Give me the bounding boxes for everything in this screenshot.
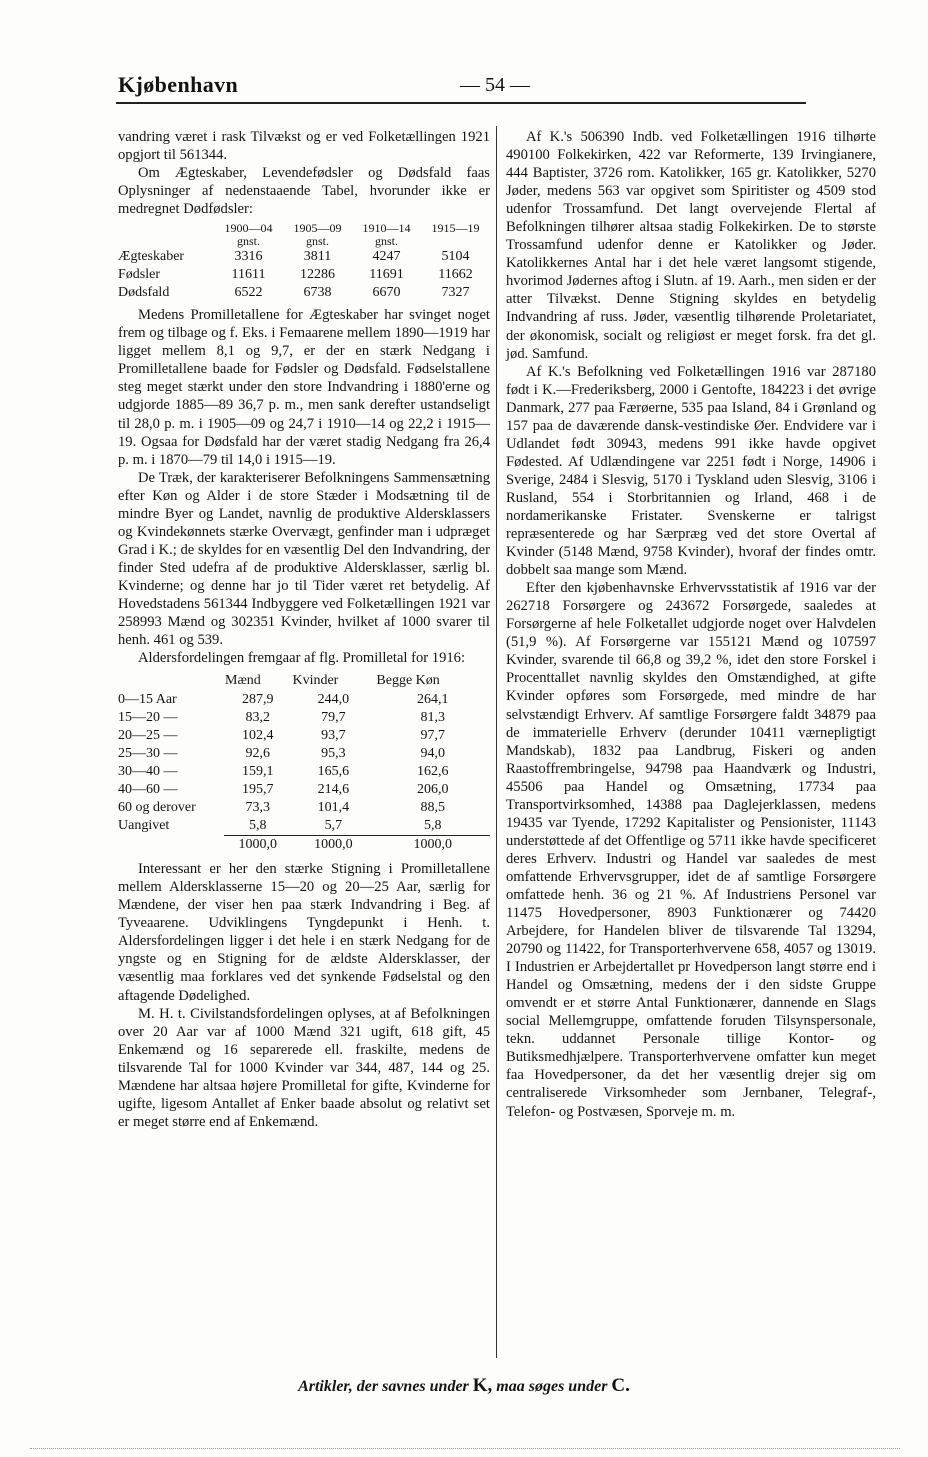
column-header: 1915—19	[431, 221, 480, 236]
table-cell: 214,6	[317, 782, 350, 798]
column-header: 1905—09	[293, 221, 342, 236]
column-header: 1900—04	[224, 221, 273, 236]
paragraph: Interessant er her den stærke Stigning i Promilletallene mellem Aldersklasserne 15—20 og 20—25 Aar, særlig for Mændene, der viser hen paa stærk Indvandring i Beg. af Tyveaarene. Udviklingens Tyngdepunkt i Henh. t. Aldersfordelingen ligger i det hele i en stærk Nedgang for de yngste og en Stigning for de ældste Aldersklasser, der væsentlig maa forklares ved det synkende Fødselstal og den aftagende Dødelighed.	[118, 861, 490, 1004]
vital-statistics-table	[118, 222, 490, 302]
table-cell: 6670	[372, 285, 401, 301]
paragraph: De Træk, der karakteriserer Befolkningens Sammensætning efter Køn og Alder i de store Stæder i Modsætning til de mindre Byer og Landet, navnlig de produktive Aldersklassers og Kvindekønnets stærke Overvægt, genfinder man i udpræget Grad i K.; de skyldes for en væsentlig Del den Indvandring, der finder Sted udefra af de produktive Aldersklasser, særlig bl. Kvinderne; og denne har jo til Tider været ret betydelig. Af Hovedstadens 561344 Indbyggere ved Folketællingen 1921 var 258993 Mænd og 302351 Kvinder, hvilket af 1000 svarer til henh. 461 og 539.	[118, 469, 490, 649]
row-label: Uangivet	[118, 818, 170, 834]
total-cell: 1000,0	[291, 836, 375, 855]
table-cell: 6522	[234, 285, 263, 301]
row-label: 0—15 Aar	[118, 692, 177, 708]
table-cell: 81,3	[420, 710, 445, 726]
table-row	[118, 781, 490, 799]
footer-letter-c: C.	[611, 1375, 630, 1396]
paragraph: vandring været i rask Tilvækst og er ved Folketællingen 1921 opgjort til 561344.	[118, 129, 490, 164]
table-cell: 5,7	[324, 818, 343, 834]
table-cell: 79,7	[321, 710, 346, 726]
table-row	[118, 248, 490, 266]
table-cell: 5,8	[423, 818, 442, 834]
table-cell: 88,5	[420, 800, 445, 816]
paragraph: Efter den kjøbenhavnske Erhvervsstatistik af 1916 var der 262718 Forsørgere og 243672 Forsørgede, saaledes at Forsørgerne af hele Folketallet udgjorde noget over Halvdelen (51,9 %). Af Forsørgerne var 155121 Mænd og 107597 Kvinder, svarende til 66,8 og 39,2 %, idet den store Forskel i Procenttallet navnlig skyldes den Omstændighed, at gifte Kvinder opføres som Forsørgede, med mindre de har selvstændigt Erhverv. Af samtlige Forsørgere faldt 34879 paa de immaterielle Erhverv (derunder 10411 værnepligtigt Mandskab), 1832 paa Landbrug, Fiskeri og anden Raastoffrembringelse, 94798 paa Haandværk og Industri, 45506 paa Handel og Omsætning, 17734 paa Transportvirksomhed, 14388 paa Daglejerklassen, medens 19435 var Tyende, 17292 Kapitalister og Pensionister, 11143 understøttede af det Offentlige og 5711 ikke havde specificeret deres Erhverv. Industri og Handel var saaledes de mest omfattende Erhvervsgrupper, idet de af samtlige Forsørgere omfattede henh. 36 og 21 %. Af Industriens Personel var 11475 Hovedpersoner, 8903 Funktionærer og 74420 Arbejdere, for Handelen bliver de tilsvarende Tal 13294, 20790 og 11422, for Transporterhvervene 658, 4057 og 13019. I Industrien er Arbejdertallet pr Hovedperson langt større end i Handel og Omsætning, medens der i den sidste Gruppe omvendt er et større Antal Funktionærer, dannende en Slags social Mellemgruppe, omfattende foruden Tilsynspersonale, tekn. uddannet Personale tillige Kontor- og Butiksmedhjælpere. Transporterhvervene omfatter kun meget faa Hovedpersoner, da det her væsentlig drejer sig om centraliserede Virksomheder som Jernbaner, Telegraf-, Telefon- og Postvæsen, Sporveje m. m.	[506, 580, 876, 1120]
bottom-edge-mark	[30, 1448, 900, 1449]
table-row	[118, 727, 490, 745]
paragraph: Medens Promilletallene for Ægteskaber har svinget noget frem og tilbage og f. Eks. i Femaarene mellem 1890—1919 har ligget mellem 8,1 og 9,7, er der en stærk Nedgang i Promilletallene baade for Fødsler og Dødsfald. Fødselstallene steg meget stærkt under den store Indvandring i 1880'erne og udgjorde 1885—89 36,7 p. m., men sank derefter ustandseligt til 28,0 p. m. i 1905—09 og 24,7 i 1910—14 og 22,2 i 1915—19. Ogsaa for Dødsfald har der været stadig Nedgang fra 26,4 p. m. i 1870—79 til 14,0 i 1915—19.	[118, 307, 490, 468]
column-header: Kvinder	[292, 673, 339, 689]
table-row	[118, 799, 490, 817]
table-cell: 11611	[231, 267, 266, 283]
row-label: 30—40 —	[118, 764, 178, 780]
paragraph: M. H. t. Civilstandsfordelingen oplyses, at af Befolkningen over 20 Aar var af 1000 Mænd 321 ugift, 618 gift, 45 Enkemænd og 16 separerede ell. fraskilte, medens de tilsvarende Tal for 1000 Kvinder var 344, 487, 144 og 25. Mændene har altsaa højere Promilletal for gifte, Kvinderne for ugifte, ligesom Antallet af Enker baade absolut og relativt set er meget større end af Enkemænd.	[118, 1005, 490, 1130]
paragraph: Af K.'s Befolkning ved Folketællingen 1916 var 287180 født i K.—Frederiksberg, 2000 i Gentofte, 184223 i det øvrige Danmark, 277 paa Færøerne, 535 paa Island, 84 i Grønland og 157 paa de daværende dansk-vestindiske Øer. Endvidere var i Udlandet født 30943, medens 991 ikke havde opgivet Fødested. Af Udlændingene var 2251 født i Norge, 14906 i Sverige, 2484 i Slesvig, 5170 i Tyskland uden Slesvig, 3106 i Rusland, 554 i Storbritannien og Irland, 468 i de nordamerikanske Fristater. Svenskerne er talrigst repræsenterede og har Særpræg ved det store Overtal af Kvinder (5148 Mænd, 9758 Kvinder), hvoraf der findes omtr. dobbelt saa mange som Mænd.	[506, 363, 876, 579]
column-subheader	[421, 235, 490, 248]
table-row	[118, 817, 490, 836]
table-cell: 94,0	[420, 746, 445, 762]
row-label: 20—25 —	[118, 728, 178, 744]
paragraph: Af K.'s 506390 Indb. ved Folketællingen 1916 tilhørte 490100 Folkekirken, 422 var Reformerte, 139 Irvingianere, 444 Baptister, 3726 rom. Katolikker, 165 gr. Katolikker, 5270 Jøder, medens 563 var opgivet som Spiritister og 4509 stod udenfor Trossamfund. Det langt overvejende Flertal af Befolkningen tilhører altsaa stadig Folkekirken. De to største Trossamfund udenfor denne er Katolikker og Jøder. Katolikkernes Antal har i det hele været langsomt stigende, hvorimod Jødernes aftog i Slutn. af 19. Aarh., men siden er der atter Tilvækst. Denne Stigning skyldes en betydelig Indvandring af russ. Jøder, væsentlig tilhørende Proletariatet, der økonomisk, socialt og religiøst er meget forsk. fra det gl. jød. Samfund.	[506, 129, 876, 362]
table-cell: 195,7	[241, 782, 274, 798]
column-subheader: gnst.	[305, 234, 329, 249]
table-cell: 264,1	[416, 692, 449, 708]
total-cell: 1000,0	[224, 836, 291, 855]
table-cell: 5,8	[248, 818, 267, 834]
table-cell: 92,6	[245, 746, 270, 762]
table-cell: 244,0	[317, 692, 350, 708]
table-row	[118, 284, 490, 302]
row-label: Fødsler	[118, 267, 160, 283]
cross-reference-note	[0, 1375, 928, 1397]
table-cell: 206,0	[416, 782, 449, 798]
table-cell: 102,4	[241, 728, 274, 744]
footer-text: maa søges under	[492, 1378, 612, 1395]
table-cell: 165,6	[317, 764, 350, 780]
footer-letter-k: K,	[472, 1375, 493, 1396]
table-cell: 97,7	[420, 728, 445, 744]
table-cell: 5104	[441, 249, 470, 265]
row-label: 15—20 —	[118, 710, 178, 726]
table-cell: 12286	[300, 267, 335, 283]
table-cell: 162,6	[416, 764, 449, 780]
table-cell: 159,1	[241, 764, 274, 780]
left-column	[118, 128, 490, 1131]
page-number: — 54 —	[460, 74, 530, 96]
table-row	[118, 266, 490, 284]
column-subheader: gnst.	[236, 234, 260, 249]
table-cell: 11691	[369, 267, 404, 283]
paragraph: Om Ægteskaber, Levendefødsler og Dødsfald faas Oplysninger af nedenstaaende Tabel, hvorunder ikke er medregnet Dødfødsler:	[118, 165, 490, 218]
column-header: 1910—14	[362, 221, 411, 236]
column-header: Mænd	[225, 673, 261, 689]
column-subheader: gnst.	[374, 234, 398, 249]
table-cell: 83,2	[245, 710, 270, 726]
table-row	[118, 709, 490, 727]
column-divider	[496, 126, 497, 1358]
table-cell: 7327	[441, 285, 470, 301]
table-row	[118, 763, 490, 781]
table-cell: 11662	[438, 267, 473, 283]
row-label: Ægteskaber	[118, 249, 185, 265]
page-header	[118, 70, 803, 102]
table-cell: 3316	[234, 249, 263, 265]
row-label: 40—60 —	[118, 782, 178, 798]
table-cell: 101,4	[317, 800, 350, 816]
header-rule	[116, 102, 806, 104]
table-header-row	[118, 671, 490, 691]
paragraph: Aldersfordelingen fremgaar af flg. Promilletal for 1916:	[138, 650, 466, 667]
table-cell: 287,9	[241, 692, 274, 708]
age-distribution-table	[118, 671, 490, 854]
table-subheader-row	[118, 235, 490, 248]
total-cell: 1000,0	[375, 836, 490, 855]
table-cell: 73,3	[245, 800, 270, 816]
right-column	[506, 128, 876, 1121]
column-header: Begge Køn	[376, 673, 440, 689]
table-total-row	[118, 836, 490, 855]
table-cell: 3811	[303, 249, 332, 265]
row-label: 60 og derover	[118, 800, 196, 816]
running-title: Kjøbenhavn	[118, 72, 239, 97]
table-cell: 93,7	[321, 728, 346, 744]
row-label: Dødsfald	[118, 285, 170, 301]
table-row	[118, 691, 490, 709]
table-row	[118, 745, 490, 763]
table-cell: 6738	[303, 285, 332, 301]
table-cell: 95,3	[321, 746, 346, 762]
row-label: 25—30 —	[118, 746, 178, 762]
table-cell: 4247	[372, 249, 401, 265]
table-header-row	[118, 222, 490, 235]
footer-text: Artikler, der savnes under	[298, 1378, 473, 1395]
